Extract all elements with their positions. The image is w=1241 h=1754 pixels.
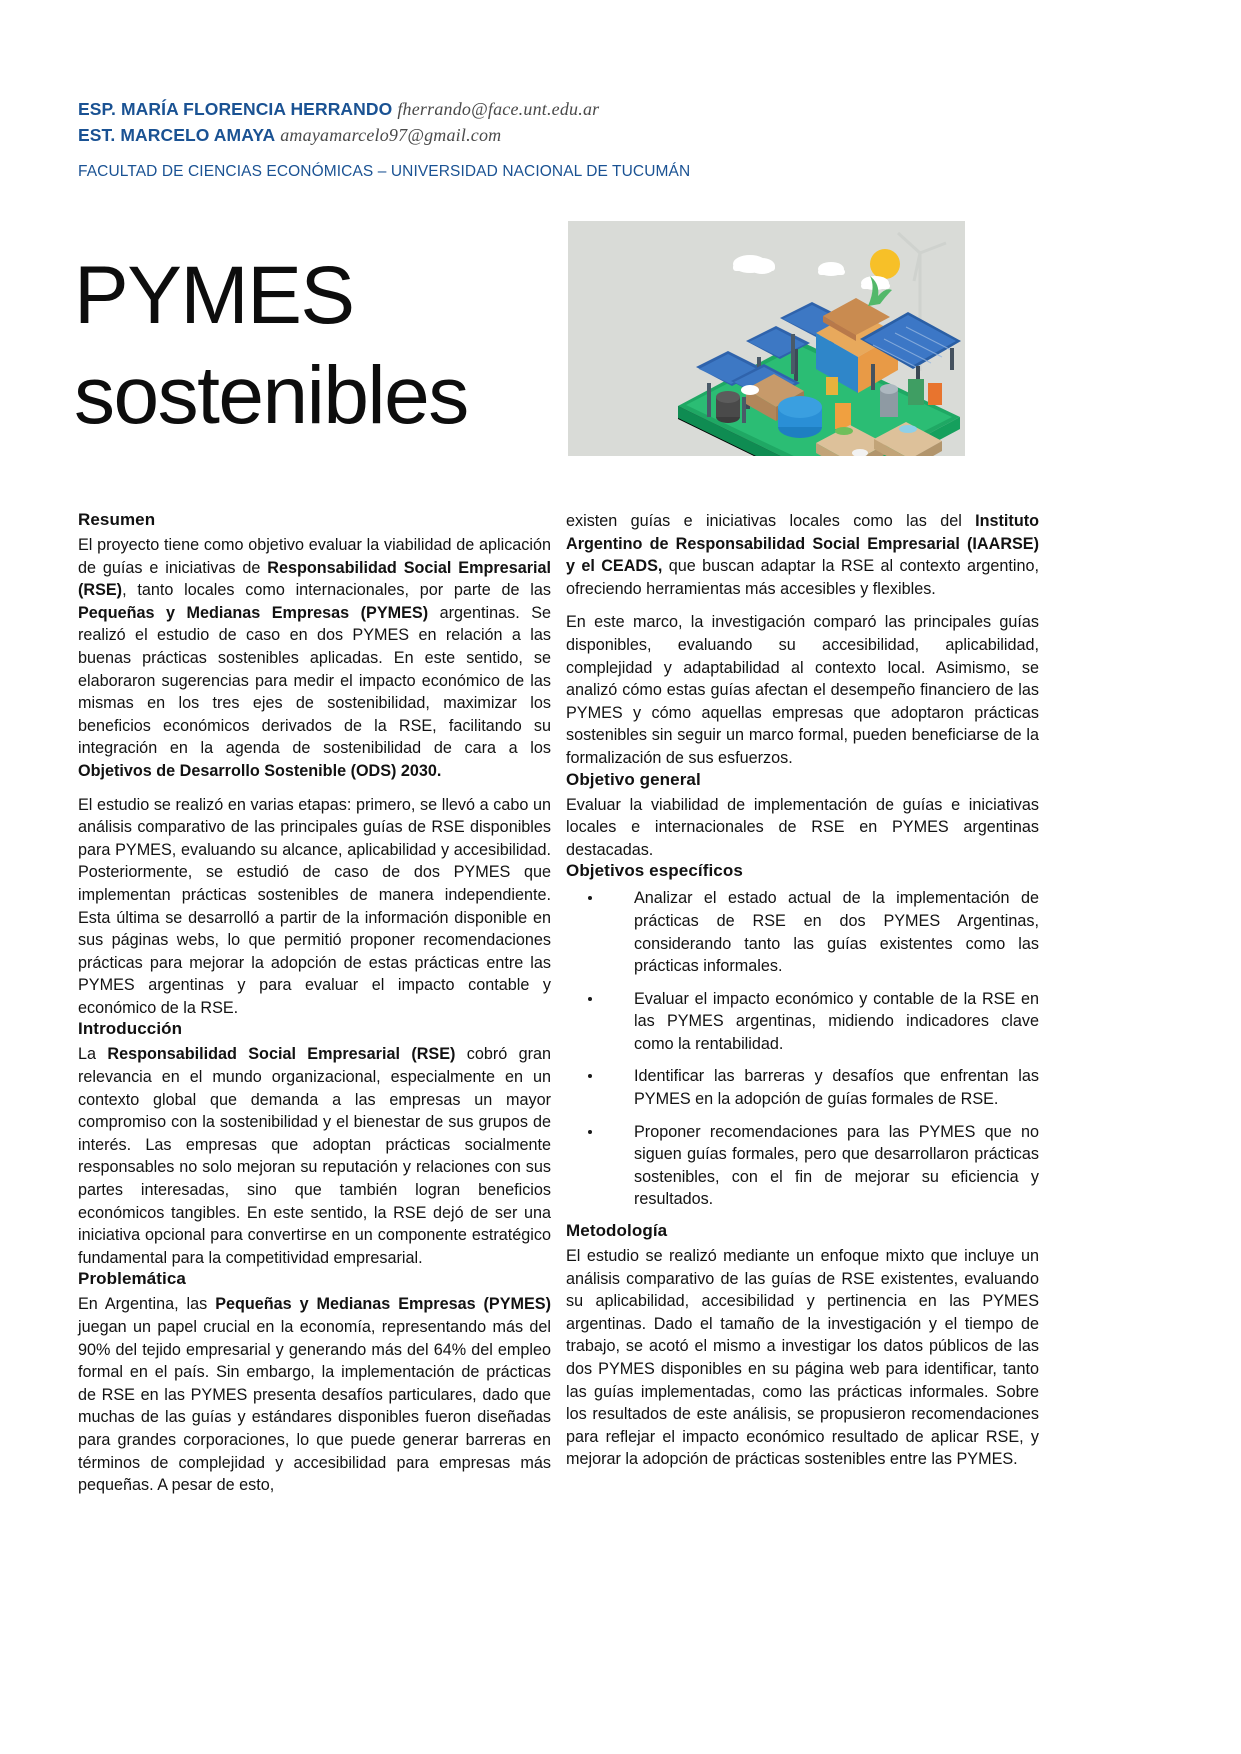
author-row-1 [78, 122, 1078, 148]
plain-text: argentinas. Se realizó el estudio de caso en dos PYMES en relación a las buenas prácticas sostenibles aplicadas. En este sentido, se elaboraron sugerencias para medir el impacto económico de las mismas en los tres ejes de sostenibilidad, maximizar los beneficios económicos derivados de la RSE, facilitando su integración en la agenda de sostenibilidad de cara a los [78, 603, 552, 758]
bullet-dot-icon [588, 1074, 592, 1078]
plain-text: , tanto locales como internacionales, por parte de las [122, 581, 551, 600]
list-item [566, 1065, 1039, 1110]
continuation-paragraph-1 [566, 510, 1039, 600]
bullet-dot-icon [588, 1130, 592, 1134]
plain-text: que buscan adaptar la RSE al contexto argentino, ofreciendo herramientas más accesibles y flexibles. [566, 557, 1039, 598]
plain-text: juegan un papel crucial en la economía, representando más del 90% del tejido empresarial y generando más del 64% del empleo formal en el país. Sin embargo, la implementación de prácticas de RSE en las PYMES presenta desafíos particulares, dado que muchas de las guías y estándares disponibles fueron diseñadas para grandes corporaciones, lo que puede generar barreras en términos de complejidad y accesibilidad para empresas más pequeñas. A pesar de esto, [78, 1318, 551, 1495]
left-column [78, 510, 551, 1497]
bullet-dot-icon [588, 997, 592, 1001]
page-title [74, 246, 544, 446]
section-heading-problematica: Problemática [78, 1269, 186, 1289]
emphasis-text: Instituto Argentino de Responsabilidad Social Empresarial (IAARSE) y el CEADS, [566, 512, 1039, 576]
continuation-paragraph-2: En este marco, la investigación comparó las principales guías disponibles, evaluando su accesibilidad, aplicabilidad, complejidad y adaptabilidad al contexto local. Asimismo, se analizó cómo estas guías afectan el desempeño financiero de las PYMES y cómo aquellas empresas que adoptaron prácticas sostenibles sin seguir un marco formal, pueden beneficiarse de la formalización de sus esfuerzos. [566, 613, 1039, 767]
list-item [566, 887, 1039, 977]
list-item [566, 988, 1039, 1056]
list-item-label: Proponer recomendaciones para las PYMES que no siguen guías formales, pero que desarrollaron prácticas sostenibles, con el fin de mejorar su eficiencia y resultados. [634, 1122, 1039, 1209]
section-heading-introduccion: Introducción [78, 1019, 183, 1039]
plain-text: La [78, 1045, 108, 1064]
author-name: ESP. MARÍA FLORENCIA HERRANDO [78, 99, 393, 119]
resumen-paragraph-2: El estudio se realizó en varias etapas: primero, se llevó a cabo un análisis comparativo de las principales guías de RSE disponibles para PYMES, evaluando su alcance, aplicabilidad y accesibilidad. Posteriormente, se estudió de caso de dos PYMES que implementan prácticas sostenibles de manera independiente. Esta última se desarrolló a partir de la información disponible en sus páginas webs, lo que permitió proponer recomendaciones prácticas para mejorar la adopción de estas prácticas entre las PYMES argentinas y para evaluar el impacto contable y económico de la RSE. [78, 795, 551, 1017]
author-name: EST. MARCELO AMAYA [78, 125, 276, 145]
article-header [78, 96, 1078, 181]
emphasis-text: Pequeñas y Medianas Empresas (PYMES) [215, 1295, 551, 1314]
sun-icon [870, 249, 900, 279]
author-email: fherrando@face.unt.edu.ar [397, 99, 600, 119]
title-line-1: PYMES [74, 250, 354, 341]
author-row-0 [78, 96, 1078, 122]
metodologia-paragraph: El estudio se realizó mediante un enfoque mixto que incluye un análisis comparativo de las guías de RSE existentes, evaluando su aplicabilidad, accesibilidad y pertinencia en las PYMES argentinas. Dado el tamaño de la investigación y el tiempo de trabajo, se acotó el mismo a investigar los datos públicos de las dos PYMES disponibles en su página web para identificar, tanto las guías implementadas, como las prácticas informales. Sobre los resultados de este análisis, se propusieron recomendaciones para reflejar el impacto económico resultado de aplicar RSE, y mejorar la adopción de prácticas sostenibles entre las PYMES. [566, 1247, 1039, 1469]
list-item-label: Analizar el estado actual de la implementación de prácticas de RSE en dos PYMES Argentinas, considerando tanto las guías existentes como las prácticas informales. [634, 889, 1039, 976]
title-line-2: sostenibles [74, 350, 468, 441]
emphasis-text: Objetivos de Desarrollo Sostenible (ODS) 2030. [78, 761, 442, 780]
plain-text: cobró gran relevancia en el mundo organizacional, especialmente en un contexto global que demanda a las empresas un mayor compromiso con la sostenibilidad y el bienestar de sus grupos de interés. Las empresas que adoptan prácticas socialmente responsables no solo mejoran su reputación y relaciones con sus partes interesadas, sino que también logran beneficios económicos tangibles. En este sentido, la RSE dejó de ser una iniciativa opcional para convertirse en un componente estratégico fundamental para la competitividad empresarial. [78, 1045, 552, 1267]
right-column [566, 510, 1039, 1471]
objetivos-especificos-list [566, 887, 1039, 1211]
list-item-label: Evaluar el impacto económico y contable de la RSE en las PYMES argentinas, midiendo indicadores clave como la rentabilidad. [634, 989, 1039, 1053]
section-heading-resumen: Resumen [78, 510, 156, 529]
hero-illustration [568, 221, 965, 456]
emphasis-text: Responsabilidad Social Empresarial (RSE) [107, 1045, 456, 1064]
bullet-dot-icon [588, 896, 592, 900]
list-item [566, 1121, 1039, 1211]
emphasis-text: Responsabilidad Social Empresarial (RSE) [78, 558, 551, 600]
objetivo-general-paragraph: Evaluar la viabilidad de implementación de guías e iniciativas locales e internacionales de RSE en PYMES argentinas destacadas. [566, 795, 1039, 859]
introduccion-paragraph-1 [78, 1043, 551, 1269]
plain-text: existen guías e iniciativas locales como las del [566, 512, 976, 530]
sustainable-community-illustration [568, 221, 965, 456]
problematica-paragraph-1 [78, 1293, 551, 1496]
section-heading-objetivo-general: Objetivo general [566, 769, 701, 789]
section-heading-objetivos-especificos: Objetivos específicos [566, 861, 743, 881]
affiliation-line: FACULTAD DE CIENCIAS ECONÓMICAS – UNIVERSIDAD NACIONAL DE TUCUMÁN [78, 163, 691, 180]
plain-text: En Argentina, las [78, 1295, 216, 1314]
title-block [74, 246, 544, 446]
list-item-label: Identificar las barreras y desafíos que enfrentan las PYMES en la adopción de guías formales de RSE. [634, 1067, 1039, 1109]
author-email: amayamarcelo97@gmail.com [280, 125, 502, 145]
plain-text: El proyecto tiene como objetivo evaluar la viabilidad de aplicación de guías e iniciativas de [78, 536, 551, 577]
section-heading-metodologia: Metodología [566, 1221, 668, 1241]
resumen-paragraph-1 [78, 534, 551, 783]
emphasis-text: Pequeñas y Medianas Empresas (PYMES) [78, 603, 429, 622]
